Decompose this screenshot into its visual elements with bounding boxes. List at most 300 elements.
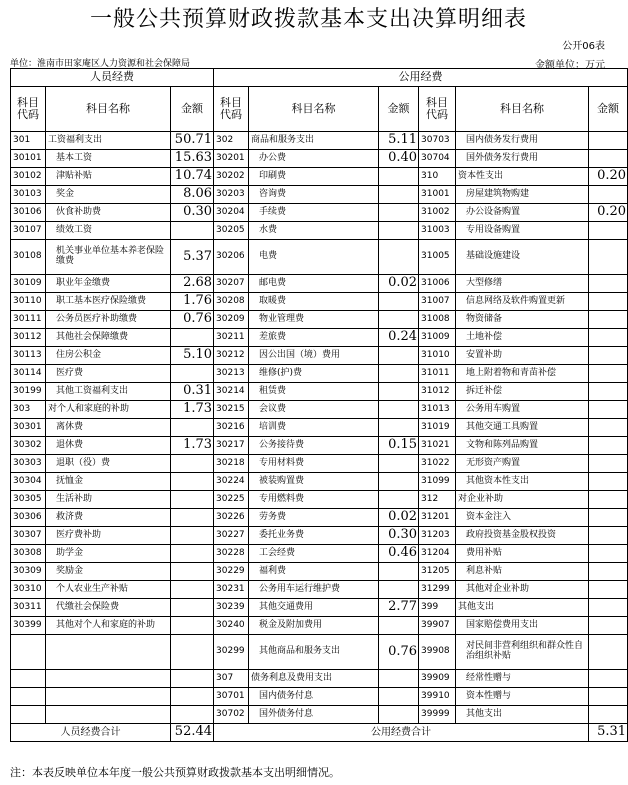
- cell-name: 公务接待费: [249, 437, 379, 455]
- cell-code: 30214: [214, 383, 249, 401]
- table-body: [11, 132, 628, 724]
- cell-name: 伙食补助费: [46, 204, 171, 222]
- cell-code: 30102: [11, 168, 46, 186]
- cell-name: 差旅费: [249, 329, 379, 347]
- cell-code: 31022: [419, 455, 456, 473]
- cell-code: 30111: [11, 311, 46, 329]
- cell-code: 30205: [214, 222, 249, 240]
- table-row: [11, 347, 628, 365]
- cell-code: 31012: [419, 383, 456, 401]
- cell-name: 租赁费: [249, 383, 379, 401]
- cell-amount: [379, 563, 419, 581]
- cell-name: 绩效工资: [46, 222, 171, 240]
- cell-name: 福利费: [249, 563, 379, 581]
- cell-name: 医疗费: [46, 365, 171, 383]
- cell-amount: 2.68: [171, 275, 214, 293]
- cell-name: 维修(护)费: [249, 365, 379, 383]
- cell-name: 咨询费: [249, 186, 379, 204]
- cell-code: 301: [11, 132, 46, 150]
- cell-amount: [379, 455, 419, 473]
- cell-name: 国外债务发行费用: [456, 150, 589, 168]
- cell-code: 31204: [419, 545, 456, 563]
- cell-code: 31203: [419, 527, 456, 545]
- cell-name: 手续费: [249, 204, 379, 222]
- cell-name: 离休费: [46, 419, 171, 437]
- cell-code: 30199: [11, 383, 46, 401]
- table-row: [11, 491, 628, 509]
- table-row: [11, 150, 628, 168]
- table-row: [11, 240, 628, 275]
- cell-amount: [171, 563, 214, 581]
- cell-amount: 0.24: [379, 329, 419, 347]
- cell-code: 31001: [419, 186, 456, 204]
- cell-amount: [589, 222, 628, 240]
- cell-name: 公务用车购置: [456, 401, 589, 419]
- cell-code: [11, 635, 46, 670]
- cell-code: [11, 706, 46, 724]
- table-row: [11, 527, 628, 545]
- cell-code: 30212: [214, 347, 249, 365]
- cell-code: 30113: [11, 347, 46, 365]
- cell-code: 30201: [214, 150, 249, 168]
- cell-code: 31021: [419, 437, 456, 455]
- cell-name: 税金及附加费用: [249, 617, 379, 635]
- cell-name: 物资储备: [456, 311, 589, 329]
- col-name-header: 科目名称: [46, 87, 171, 132]
- cell-amount: 1.73: [171, 401, 214, 419]
- table-row: [11, 617, 628, 635]
- cell-amount: [589, 545, 628, 563]
- cell-code: 30299: [214, 635, 249, 670]
- cell-amount: [589, 563, 628, 581]
- cell-name: 物业管理费: [249, 311, 379, 329]
- cell-amount: 50.71: [171, 132, 214, 150]
- col-code-header: 科目代码: [214, 87, 249, 132]
- cell-amount: [589, 347, 628, 365]
- cell-name: 电费: [249, 240, 379, 275]
- cell-code: [11, 688, 46, 706]
- cell-amount: 8.06: [171, 186, 214, 204]
- cell-amount: [589, 329, 628, 347]
- table-row: [11, 509, 628, 527]
- cell-amount: [171, 222, 214, 240]
- cell-code: 39908: [419, 635, 456, 670]
- cell-code: 30704: [419, 150, 456, 168]
- cell-name: 助学金: [46, 545, 171, 563]
- cell-name: 对民间非营利组织和群众性自治组织补贴: [456, 635, 589, 670]
- cell-name: 其他社会保障缴费: [46, 329, 171, 347]
- cell-code: 31003: [419, 222, 456, 240]
- cell-code: 30239: [214, 599, 249, 617]
- table-row: [11, 545, 628, 563]
- table-row: [11, 168, 628, 186]
- cell-name: 专用燃料费: [249, 491, 379, 509]
- cell-code: 39909: [419, 670, 456, 688]
- cell-amount: [171, 491, 214, 509]
- table-row: [11, 670, 628, 688]
- cell-code: 31011: [419, 365, 456, 383]
- cell-code: 30302: [11, 437, 46, 455]
- table-row: [11, 204, 628, 222]
- cell-code: 30227: [214, 527, 249, 545]
- cell-amount: [379, 419, 419, 437]
- cell-code: 303: [11, 401, 46, 419]
- cell-name: 生活补助: [46, 491, 171, 509]
- cell-name: 债务利息及费用支出: [249, 670, 379, 688]
- cell-code: 30213: [214, 365, 249, 383]
- cell-amount: [171, 706, 214, 724]
- cell-name: 职工基本医疗保险缴费: [46, 293, 171, 311]
- cell-amount: [379, 186, 419, 204]
- unit-label: 单位：淮南市田家庵区人力资源和社会保障局: [10, 59, 191, 69]
- table-row: [11, 401, 628, 419]
- personnel-header: 人员经费: [11, 69, 214, 87]
- cell-amount: 0.20: [589, 168, 628, 186]
- cell-amount: [171, 455, 214, 473]
- cell-code: 30107: [11, 222, 46, 240]
- cell-name: 政府投资基金股权投资: [456, 527, 589, 545]
- cell-amount: [171, 365, 214, 383]
- cell-name: [46, 688, 171, 706]
- cell-name: 其他资本性支出: [456, 473, 589, 491]
- cell-amount: 0.15: [379, 437, 419, 455]
- cell-amount: 0.02: [379, 275, 419, 293]
- cell-name: 其他对企业补助: [456, 581, 589, 599]
- cell-name: 奖金: [46, 186, 171, 204]
- cell-name: [46, 670, 171, 688]
- cell-name: 其他对个人和家庭的补助: [46, 617, 171, 635]
- cell-name: 救济费: [46, 509, 171, 527]
- cell-code: 302: [214, 132, 249, 150]
- table-row: [11, 563, 628, 581]
- cell-amount: [171, 581, 214, 599]
- cell-name: 基本工资: [46, 150, 171, 168]
- cell-name: 其他商品和服务支出: [249, 635, 379, 670]
- cell-name: 房屋建筑物购建: [456, 186, 589, 204]
- cell-code: [11, 670, 46, 688]
- cell-amount: [589, 275, 628, 293]
- cell-amount: 0.40: [379, 150, 419, 168]
- cell-code: 39910: [419, 688, 456, 706]
- cell-amount: 0.31: [171, 383, 214, 401]
- cell-name: 邮电费: [249, 275, 379, 293]
- cell-code: 30114: [11, 365, 46, 383]
- cell-name: 资本性支出: [456, 168, 589, 186]
- cell-code: 30305: [11, 491, 46, 509]
- table-row: [11, 419, 628, 437]
- cell-amount: [171, 419, 214, 437]
- table-row: [11, 599, 628, 617]
- cell-amount: 1.73: [171, 437, 214, 455]
- cell-code: 30112: [11, 329, 46, 347]
- table-row: [11, 706, 628, 724]
- cell-amount: [589, 240, 628, 275]
- page-title: 一般公共预算财政拨款基本支出决算明细表: [89, 7, 527, 32]
- cell-name: 公务用车运行维护费: [249, 581, 379, 599]
- cell-amount: [589, 401, 628, 419]
- cell-code: 31005: [419, 240, 456, 275]
- cell-code: 31002: [419, 204, 456, 222]
- cell-amount: [379, 293, 419, 311]
- cell-name: 工资福利支出: [46, 132, 171, 150]
- cell-code: 30225: [214, 491, 249, 509]
- cell-code: 30204: [214, 204, 249, 222]
- cell-name: 专用设备购置: [456, 222, 589, 240]
- cell-code: 30216: [214, 419, 249, 437]
- table-row: [11, 293, 628, 311]
- table-row: [11, 383, 628, 401]
- cell-amount: [379, 617, 419, 635]
- cell-name: 国外债务付息: [249, 706, 379, 724]
- cell-amount: [589, 365, 628, 383]
- cell-name: 专用材料费: [249, 455, 379, 473]
- cell-code: 310: [419, 168, 456, 186]
- cell-code: 30109: [11, 275, 46, 293]
- cell-amount: [171, 473, 214, 491]
- cell-name: 资本性赠与: [456, 688, 589, 706]
- cell-amount: [589, 527, 628, 545]
- cell-code: 30218: [214, 455, 249, 473]
- cell-amount: [589, 635, 628, 670]
- cell-name: 会议费: [249, 401, 379, 419]
- money-unit-label: 金额单位：万元: [535, 60, 605, 71]
- cell-name: 退休费: [46, 437, 171, 455]
- cell-code: 30703: [419, 132, 456, 150]
- cell-name: 土地补偿: [456, 329, 589, 347]
- cell-amount: [379, 491, 419, 509]
- col-amount-header: 金额: [379, 87, 419, 132]
- cell-code: 31007: [419, 293, 456, 311]
- cell-amount: [589, 581, 628, 599]
- cell-amount: [171, 329, 214, 347]
- cell-amount: [379, 581, 419, 599]
- cell-code: 30206: [214, 240, 249, 275]
- cell-name: 退职（役）费: [46, 455, 171, 473]
- cell-amount: 15.63: [171, 150, 214, 168]
- cell-code: 31099: [419, 473, 456, 491]
- cell-amount: [589, 617, 628, 635]
- col-code-header: 科目代码: [11, 87, 46, 132]
- cell-code: 30209: [214, 311, 249, 329]
- public-header: 公用经费: [214, 69, 628, 87]
- cell-name: 水费: [249, 222, 379, 240]
- cell-name: 对企业补助: [456, 491, 589, 509]
- cell-amount: [379, 311, 419, 329]
- cell-code: 30304: [11, 473, 46, 491]
- cell-amount: 0.46: [379, 545, 419, 563]
- table-row: [11, 581, 628, 599]
- cell-code: 30224: [214, 473, 249, 491]
- cell-amount: [589, 186, 628, 204]
- cell-amount: 0.20: [589, 204, 628, 222]
- cell-name: 其他工资福利支出: [46, 383, 171, 401]
- table-row: [11, 222, 628, 240]
- cell-amount: 0.02: [379, 509, 419, 527]
- cell-name: 办公设备购置: [456, 204, 589, 222]
- cell-name: [46, 635, 171, 670]
- cell-amount: [589, 491, 628, 509]
- cell-code: 39907: [419, 617, 456, 635]
- cell-amount: [379, 347, 419, 365]
- table-row: [11, 437, 628, 455]
- cell-code: 30701: [214, 688, 249, 706]
- cell-amount: [589, 150, 628, 168]
- cell-amount: 0.30: [379, 527, 419, 545]
- cell-name: 个人农业生产补贴: [46, 581, 171, 599]
- cell-amount: [379, 365, 419, 383]
- cell-amount: [379, 473, 419, 491]
- cell-code: 39999: [419, 706, 456, 724]
- cell-code: 312: [419, 491, 456, 509]
- cell-code: 30228: [214, 545, 249, 563]
- cell-code: 31201: [419, 509, 456, 527]
- cell-code: 30240: [214, 617, 249, 635]
- col-name-header: 科目名称: [456, 87, 589, 132]
- cell-name: 文物和陈列品购置: [456, 437, 589, 455]
- footnote: 注：本表反映单位本年度一般公共预算财政拨款基本支出明细情况。: [10, 766, 340, 779]
- table-row: [11, 635, 628, 670]
- cell-name: 代缴社会保险费: [46, 599, 171, 617]
- cell-name: 因公出国（境）费用: [249, 347, 379, 365]
- cell-amount: 0.76: [171, 311, 214, 329]
- cell-amount: [379, 383, 419, 401]
- cell-name: 利息补贴: [456, 563, 589, 581]
- cell-amount: [171, 527, 214, 545]
- cell-code: 30309: [11, 563, 46, 581]
- cell-code: 30306: [11, 509, 46, 527]
- cell-code: 31009: [419, 329, 456, 347]
- cell-amount: [589, 706, 628, 724]
- cell-name: 商品和服务支出: [249, 132, 379, 150]
- table-row: [11, 455, 628, 473]
- table-row: [11, 132, 628, 150]
- personnel-total-label: 人员经费合计: [11, 724, 171, 742]
- cell-name: 抚恤金: [46, 473, 171, 491]
- cell-amount: 1.76: [171, 293, 214, 311]
- cell-name: 办公费: [249, 150, 379, 168]
- cell-amount: [379, 688, 419, 706]
- col-amount-header: 金额: [171, 87, 214, 132]
- cell-amount: [171, 617, 214, 635]
- cell-amount: 10.74: [171, 168, 214, 186]
- cell-amount: [589, 437, 628, 455]
- cell-code: 30207: [214, 275, 249, 293]
- cell-code: 30231: [214, 581, 249, 599]
- cell-amount: 0.76: [379, 635, 419, 670]
- cell-amount: [379, 401, 419, 419]
- table-row: [11, 275, 628, 293]
- table-row: [11, 186, 628, 204]
- cell-code: 31006: [419, 275, 456, 293]
- cell-name: 拆迁补偿: [456, 383, 589, 401]
- cell-code: 30307: [11, 527, 46, 545]
- cell-code: 30217: [214, 437, 249, 455]
- cell-amount: [171, 599, 214, 617]
- cell-name: 取暖费: [249, 293, 379, 311]
- col-amount-header: 金额: [589, 87, 628, 132]
- cell-code: 30211: [214, 329, 249, 347]
- cell-name: 大型修缮: [456, 275, 589, 293]
- cell-code: 30101: [11, 150, 46, 168]
- cell-amount: 0.30: [171, 204, 214, 222]
- cell-name: 地上附着物和青苗补偿: [456, 365, 589, 383]
- cell-name: 其他交通费用: [249, 599, 379, 617]
- cell-name: 国内债务发行费用: [456, 132, 589, 150]
- cell-amount: [589, 455, 628, 473]
- cell-code: 307: [214, 670, 249, 688]
- cell-code: 30303: [11, 455, 46, 473]
- cell-name: 职业年金缴费: [46, 275, 171, 293]
- cell-code: 30202: [214, 168, 249, 186]
- cell-name: 培训费: [249, 419, 379, 437]
- cell-code: 30226: [214, 509, 249, 527]
- cell-amount: [379, 706, 419, 724]
- col-code-header: 科目代码: [419, 87, 456, 132]
- cell-name: 委托业务费: [249, 527, 379, 545]
- cell-amount: [589, 132, 628, 150]
- cell-code: 30301: [11, 419, 46, 437]
- cell-name: [46, 706, 171, 724]
- cell-code: 31299: [419, 581, 456, 599]
- cell-amount: [171, 635, 214, 670]
- cell-code: 31019: [419, 419, 456, 437]
- cell-code: 30215: [214, 401, 249, 419]
- cell-name: 工会经费: [249, 545, 379, 563]
- cell-name: 住房公积金: [46, 347, 171, 365]
- cell-name: 国家赔偿费用支出: [456, 617, 589, 635]
- cell-name: 基础设施建设: [456, 240, 589, 275]
- cell-name: 国内债务付息: [249, 688, 379, 706]
- expenditure-table: [10, 68, 628, 742]
- table-row: [11, 688, 628, 706]
- cell-code: 31013: [419, 401, 456, 419]
- cell-code: 30103: [11, 186, 46, 204]
- cell-name: 公务员医疗补助缴费: [46, 311, 171, 329]
- cell-name: 对个人和家庭的补助: [46, 401, 171, 419]
- cell-amount: [589, 311, 628, 329]
- cell-name: 信息网络及软件购置更新: [456, 293, 589, 311]
- cell-amount: [379, 204, 419, 222]
- cell-code: 30106: [11, 204, 46, 222]
- cell-code: 30229: [214, 563, 249, 581]
- cell-code: 31010: [419, 347, 456, 365]
- cell-amount: [589, 688, 628, 706]
- col-name-header: 科目名称: [249, 87, 379, 132]
- cell-amount: [589, 383, 628, 401]
- cell-code: 30399: [11, 617, 46, 635]
- cell-name: 其他交通工具购置: [456, 419, 589, 437]
- table-row: [11, 473, 628, 491]
- cell-code: 30311: [11, 599, 46, 617]
- cell-name: 医疗费补助: [46, 527, 171, 545]
- table-row: [11, 329, 628, 347]
- cell-name: 印刷费: [249, 168, 379, 186]
- cell-amount: [589, 670, 628, 688]
- cell-amount: [379, 168, 419, 186]
- cell-name: 资本金注入: [456, 509, 589, 527]
- personnel-total-value: 52.44: [171, 724, 214, 742]
- cell-name: 费用补贴: [456, 545, 589, 563]
- cell-amount: [589, 599, 628, 617]
- cell-name: 其他支出: [456, 706, 589, 724]
- cell-code: 399: [419, 599, 456, 617]
- public-total-label: 公用经费合计: [214, 724, 589, 742]
- cell-amount: [171, 670, 214, 688]
- cell-name: 安置补助: [456, 347, 589, 365]
- cell-name: 津贴补贴: [46, 168, 171, 186]
- cell-code: 30203: [214, 186, 249, 204]
- cell-amount: [379, 222, 419, 240]
